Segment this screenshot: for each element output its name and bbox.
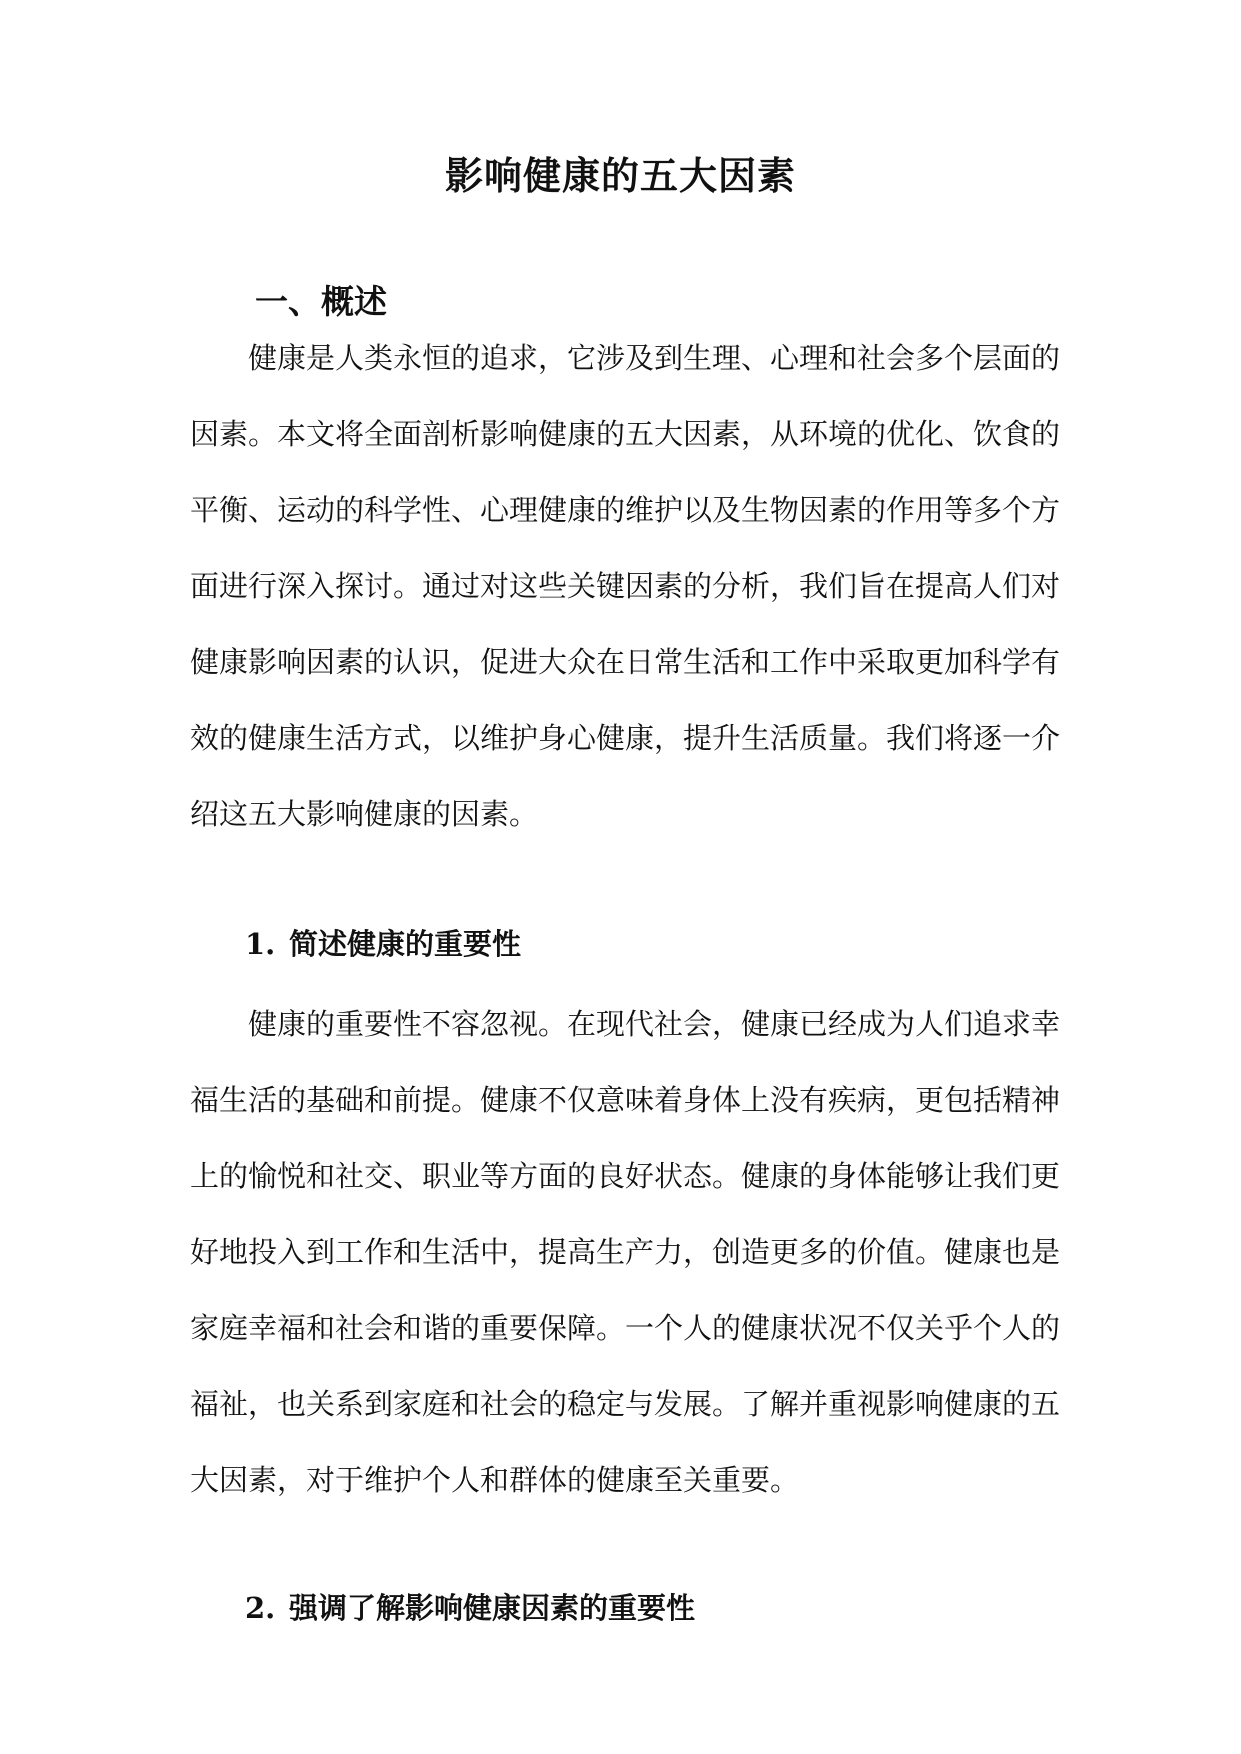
subsection-title: 强调了解影响健康因素的重要性 xyxy=(289,1591,696,1625)
paragraph-line: 福生活的基础和前提。健康不仅意味着身体上没有疾病，更包括精神 xyxy=(190,1083,1061,1117)
overview-paragraph xyxy=(190,320,1060,852)
paragraph-line: 健康的重要性不容忽视。在现代社会，健康已经成为人们追求幸 xyxy=(248,1007,1061,1041)
paragraph-line: 上的愉悦和社交、职业等方面的良好状态。健康的身体能够让我们更 xyxy=(190,1159,1061,1193)
paragraph-line: 绍这五大影响健康的因素。 xyxy=(190,797,539,831)
paragraph-line: 效的健康生活方式，以维护身心健康，提升生活质量。我们将逐一介 xyxy=(190,721,1061,755)
subsection-heading-importance xyxy=(245,922,521,966)
section-heading-overview: 一、概述 xyxy=(255,282,387,321)
paragraph-line: 平衡、运动的科学性、心理健康的维护以及生物因素的作用等多个方 xyxy=(190,493,1061,527)
paragraph-line: 健康影响因素的认识，促进大众在日常生活和工作中采取更加科学有 xyxy=(190,645,1061,679)
importance-paragraph xyxy=(190,986,1060,1518)
subsection-number: 2. xyxy=(245,1591,276,1625)
paragraph-line: 好地投入到工作和生活中，提高生产力，创造更多的价值。健康也是 xyxy=(190,1235,1061,1269)
subsection-heading-factors xyxy=(245,1586,695,1630)
paragraph-line: 面进行深入探讨。通过对这些关键因素的分析，我们旨在提高人们对 xyxy=(190,569,1061,603)
paragraph-line: 大因素，对于维护个人和群体的健康至关重要。 xyxy=(190,1463,800,1497)
subsection-title: 简述健康的重要性 xyxy=(289,927,522,961)
subsection-number: 1. xyxy=(245,927,276,961)
paragraph-line: 福祉，也关系到家庭和社会的稳定与发展。了解并重视影响健康的五 xyxy=(190,1387,1061,1421)
paragraph-line: 家庭幸福和社会和谐的重要保障。一个人的健康状况不仅关乎个人的 xyxy=(190,1311,1061,1345)
paragraph-line: 因素。本文将全面剖析影响健康的五大因素，从环境的优化、饮食的 xyxy=(190,417,1061,451)
paragraph-line: 健康是人类永恒的追求，它涉及到生理、心理和社会多个层面的 xyxy=(248,341,1061,375)
document-title: 影响健康的五大因素 xyxy=(444,153,796,198)
